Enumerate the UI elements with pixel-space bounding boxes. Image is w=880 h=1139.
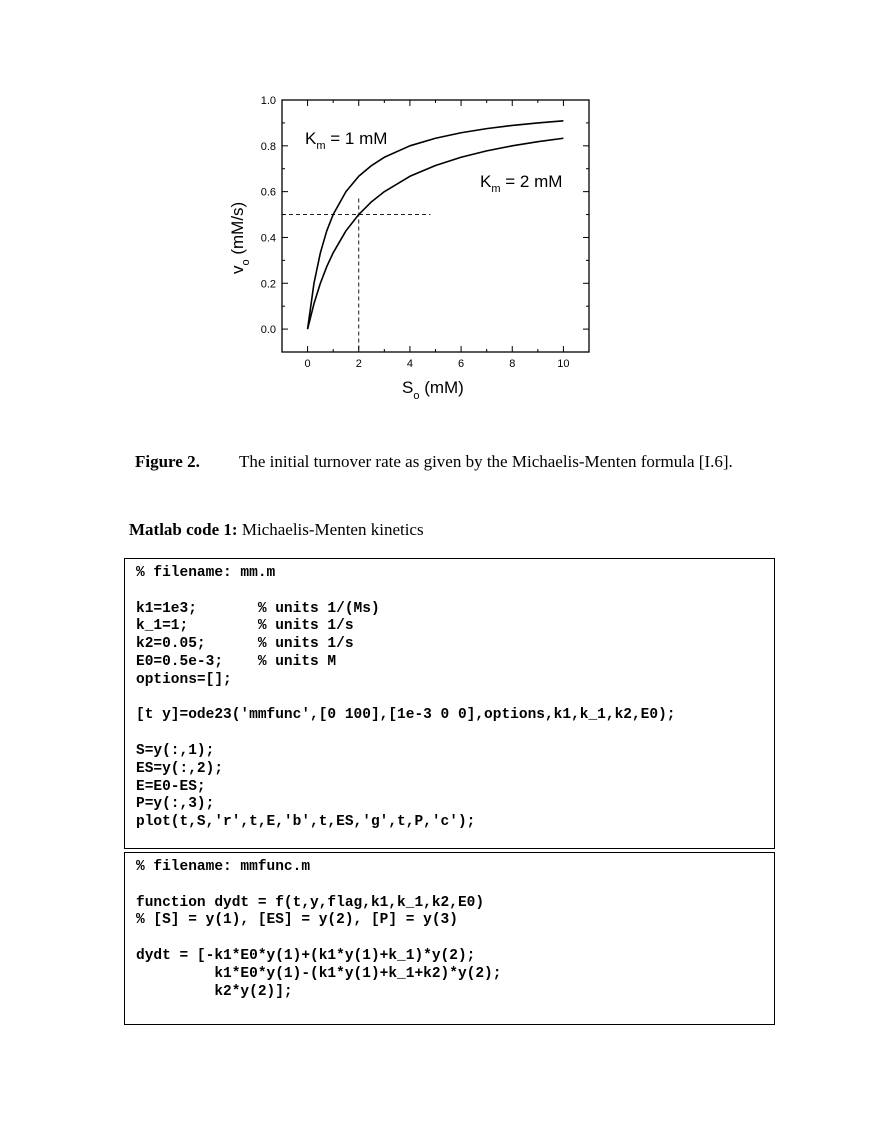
x-tick-label: 10 bbox=[557, 358, 570, 370]
x-tick-label: 8 bbox=[509, 358, 516, 370]
x-tick-label: 2 bbox=[355, 358, 362, 370]
figure-caption-text: The initial turnover rate as given by the Michaelis-Menten formula [I.6]. bbox=[239, 452, 733, 471]
michaelis-menten-chart bbox=[200, 80, 620, 420]
reference-lines bbox=[282, 199, 430, 352]
y-tick-label: 1.0 bbox=[260, 95, 276, 107]
series-label-km1: $K_m = 1$ mM bbox=[305, 129, 388, 152]
series-line-1 bbox=[308, 121, 564, 329]
series-line-2 bbox=[308, 138, 564, 329]
x-tick-label: 4 bbox=[406, 358, 413, 370]
code-listing-mm: % filename: mm.m k1=1e3; % units 1/(Ms) k_1=1; % units 1/s k2=0.05; % units 1/s E0=0.5e-3; % units M options=[]; [t y]=ode23('mmfunc',[0 100],[1e-3 0 0],options,k1,k_1,k2,E0); S=y(:,1); ES=y(:,2); E=E0-ES; P=y(:,3); plot(t,S,'r',t,E,'b',t,ES,'g',t,P,'c'); bbox=[136, 565, 676, 831]
y-tick-label: 0.2 bbox=[260, 278, 276, 291]
y-tick-label: 0.4 bbox=[260, 232, 276, 245]
x-tick-label: 0 bbox=[304, 358, 311, 370]
y-tick-label: 0.8 bbox=[260, 140, 276, 153]
x-axis-label: $S_o$ (mM) bbox=[402, 378, 464, 402]
code-listing-mmfunc: % filename: mmfunc.m function dydt = f(t,y,flag,k1,k_1,k2,E0) % [S] = y(1), [ES] = y(2), [P] = y(3) dydt = [-k1*E0*y(1)+(k1*y(1)+k_1)*y(2); k1*E0*y(1)-(k1*y(1)+k_1+k2)*y(2); k2*y(2)]; bbox=[136, 859, 502, 1000]
data-curves bbox=[308, 121, 564, 329]
code-heading-label: Matlab code 1: bbox=[129, 520, 238, 539]
code-heading bbox=[129, 520, 424, 540]
code-block-mmfunc bbox=[124, 852, 775, 1025]
figure-caption-label: Figure 2. bbox=[135, 452, 200, 471]
x-tick-label: 6 bbox=[458, 358, 465, 370]
y-tick-label: 0.6 bbox=[260, 186, 276, 199]
y-tick-label: 0.0 bbox=[260, 324, 276, 337]
code-block-mm bbox=[124, 558, 775, 849]
figure-caption bbox=[135, 452, 733, 472]
code-heading-title: Michaelis-Menten kinetics bbox=[237, 520, 424, 539]
y-axis-label: $v_o$ (mM/s) bbox=[228, 201, 252, 274]
series-label-km2: $K_m = 2$ mM bbox=[480, 172, 563, 195]
